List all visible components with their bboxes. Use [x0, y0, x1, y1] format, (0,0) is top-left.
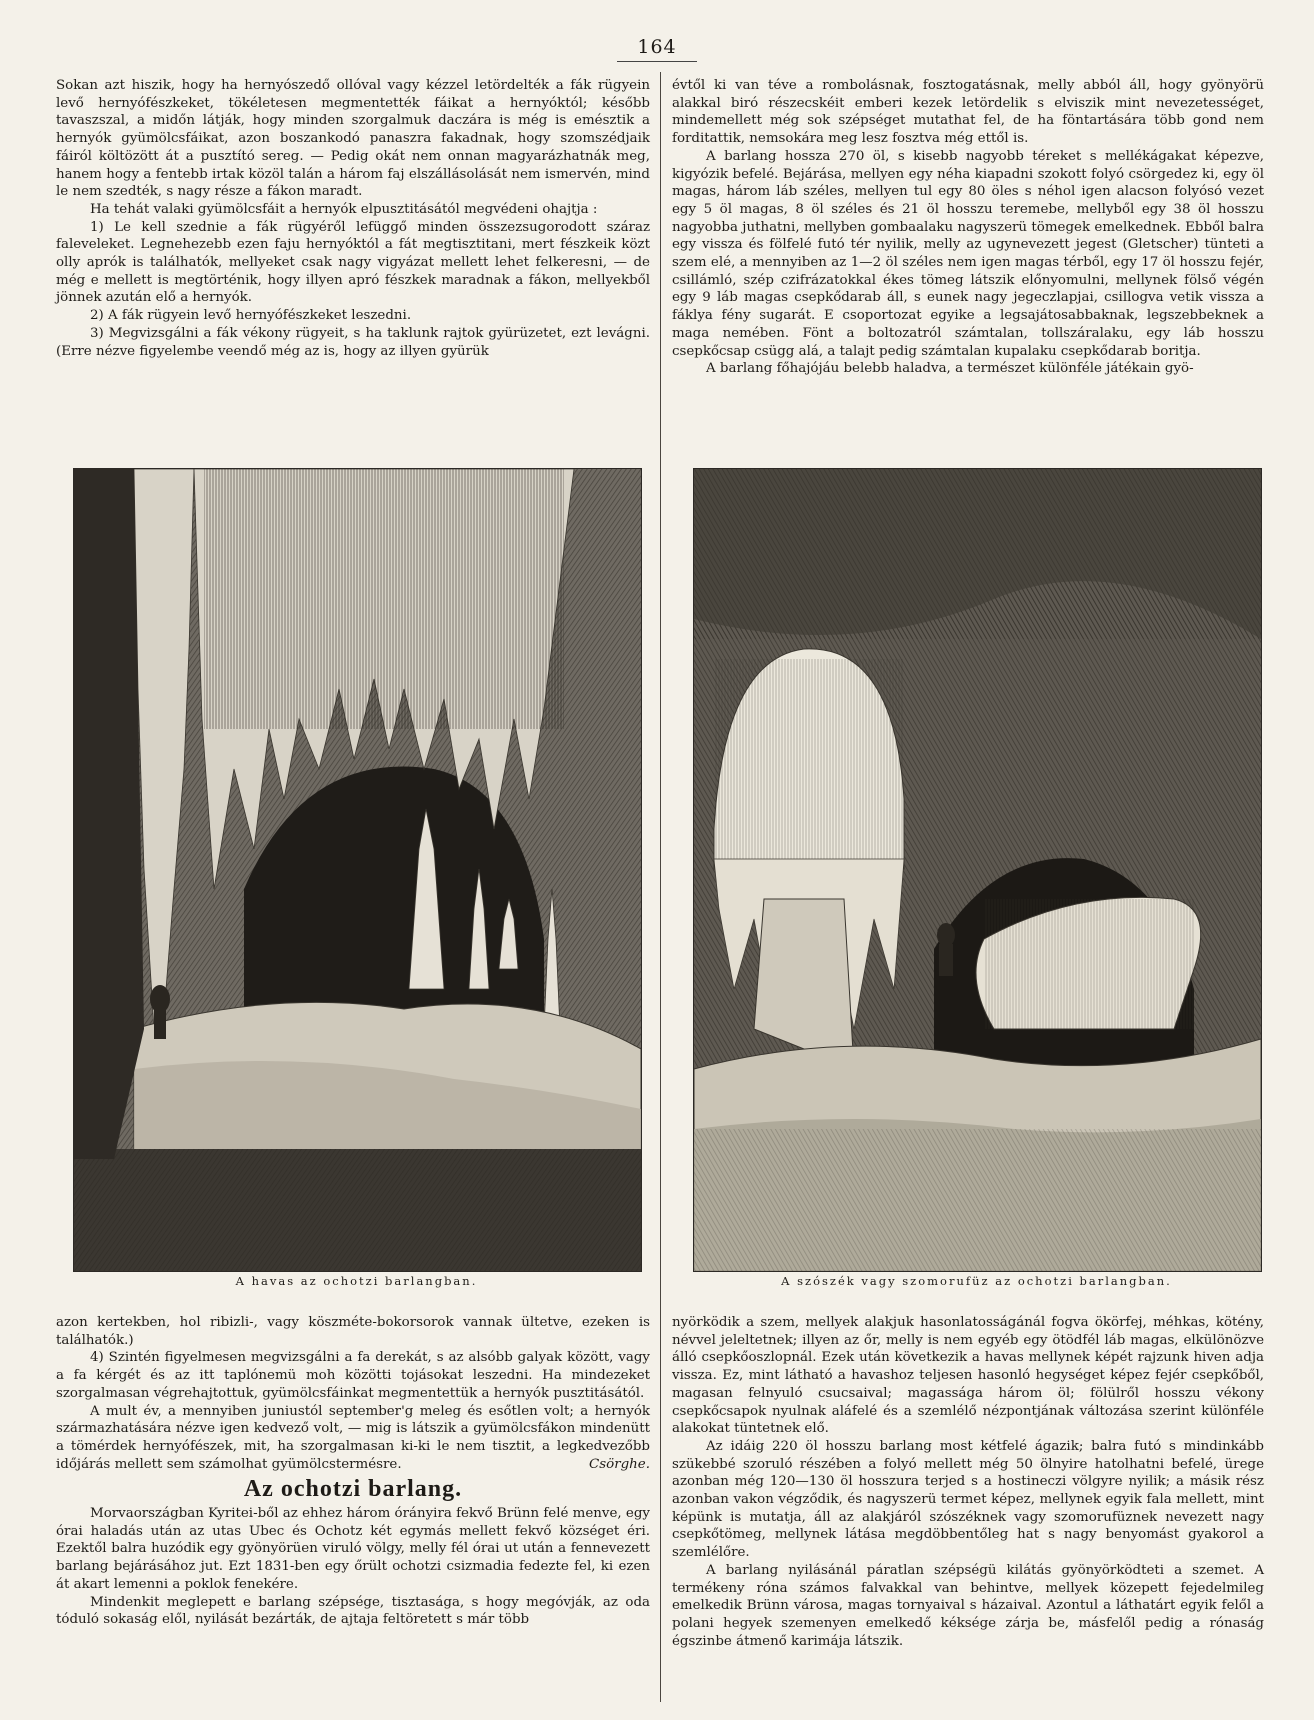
article-text-top-left	[56, 77, 650, 360]
cave-illustration-szoszek	[694, 469, 1261, 1271]
column-divider	[660, 72, 661, 1702]
paragraph: Mindenkit meglepett e barlang szépsége, tisztasága, s hogy megóvják, az oda tóduló sokaság elől, nyilását bezárták, de ajtaja feltöretett s már több	[56, 1594, 650, 1628]
article-text-bottom-right	[672, 1314, 1264, 1650]
figure-caption-right: A szószék vagy szomorufüz az ochotzi barlangban.	[781, 1274, 1172, 1288]
cave-engraving-left	[73, 468, 642, 1272]
paragraph: Morvaországban Kyritei-ből az ehhez három órányira fekvő Brünn felé menve, egy órai haladás után az utas Ubec és Ochotz két egymás mellett fekvő községet éri. Ezektől balra huzódik egy gyönyörüen viruló völgy, melly fél órai ut után a fennevezett barlang bejárásához jut. Ezt 1831-ben egy őrült ochotzi csizmadia fedezte fel, ki ezen át akart lemenni a poklok fenekére.	[56, 1506, 650, 1592]
paragraph: A barlang nyilásánál páratlan szépségü kilátás gyönyörködteti a szemet. A termékeny róna számos falvakkal van behintve, mellyek közepett fejedelmileg emelkedik Brünn városa, magas tornyaival s házaival. Azontul a láthatárt egyik felől a polani hegyek szemenyen emelkedő kéksége zárja be, másfelől pedig a rónaság égszinbe átmenő karimája látszik.	[672, 1562, 1264, 1649]
paragraph-text: A mult év, a mennyiben juniustól september'g meleg és esőtlen volt; a hernyók származhatására nézve igen kedvező volt, — mig is látszik a gyümölcsfákon mindenütt a tömérdek hernyófészek, mit, ha szorgalmasan ki-ki le nem tisztit, a legkedvezőbb időjárás mellett sem számolhat gyümölcstermésre.	[56, 1403, 650, 1472]
paragraph: azon kertekben, hol ribizli-, vagy köszméte-bokorsorok vannak ültetve, ezeken is találhatók.)	[56, 1315, 650, 1348]
paragraph: 3) Megvizsgálni a fák vékony rügyeit, s ha taklunk rajtok gyürüzetet, ezt levágni. (Erre nézve figyelembe veendő még az is, hogy az illyen gyürük	[56, 325, 650, 359]
article-title: Az ochotzi barlang.	[243, 1476, 463, 1503]
page-number-rule	[617, 61, 697, 62]
paragraph: 2) A fák rügyein levő hernyófészkeket leszedni.	[90, 308, 412, 324]
cave-illustration-havas	[74, 469, 641, 1271]
author-signature: Csörghe.	[589, 1456, 650, 1472]
paragraph: A barlang hossza 270 öl, s kisebb nagyobb téreket s mellékágakat képezve, kigyózik befelé. Bejárása, mellyen egy néha kiapadni szokott folyó csörgedez ki, egy öl magas, három láb széles, mellyen tul egy 80 öles s néhol igen alacson folyósó vezet egy 5 öl magas, 8 öl széles és 21 öl hosszu teremebe, mellyből egy 38 öl hosszu nagyobba juthatni, mellyben gombaalaku nagyszerü tömegek emelkednek. Ebből balra egy vissza és fölfelé futó tér nyilik, melly az ugynevezett jegest (Gletscher) tünteti a szem elé, a mennyiben az 1—2 öl széles nem igen magas térből, egy 17 öl hosszu fejér, csillámló, szép czifrázatokkal ékes tömeg látszik előnyomulni, mellynek fölső végén egy 9 láb magas csepkődarab áll, s eunek nagy jegeczlapjai, csillogva vetik vissza a fáklya fény sugarát. E csoportozat egyike a legsajátosabbaknak, legszebbeknek a maga nemében. Fönt a boltozatról számtalan, tollszáralaku, egy láb hosszu csepkőcsap csügg alá, a talajt pedig számtalan kupalaku csepkődarab boritja.	[672, 148, 1264, 359]
paragraph: Az idáig 220 öl hosszu barlang most kétfelé ágazik; balra futó s mindinkább szükebbé szoruló részében a folyó mellett még 50 ölnyire hatolhatni befelé, ürege azonban még 120—130 öl hosszura terjed s a hostineczi völgyre nyilik; a másik rész azonban vakon végződik, és nagyszerü termet képez, mellynek egyik fala mellett, mint képünk is mutatja, áll az alakjáról szószéknek vagy szomorufüznek nevezett nagy csepkőtömeg, mellynek látása megdöbbentőleg hat s nagy benyomást gyakorol a szemlélőre.	[672, 1438, 1264, 1561]
paragraph: 1) Le kell szednie a fák rügyéről lefüggő minden összezsugorodott száraz faleveleket. Legnehezebb ezen faju hernyóktól a fát megtisztitani, mert fészkeik közt olly aprók is találhatók, mellyeket csak nagy vigyázat mellett lehet felkeresni, — de még e mellett is megtörténik, hogy illyen apró fészkek maradnak a fákon, mellyekből jönnek azután elő a hernyók.	[56, 219, 650, 306]
paragraph: 4) Szintén figyelmesen megvizsgálni a fa derekát, s az alsóbb galyak között, vagy a fa kérgét és az itt taplónemü moh közötti tojásokat leszedni. Ha mindezeket szorgalmasan végrehajtottuk, gyümölcsfáinkat megmentettük a hernyók pusztitásától.	[56, 1350, 650, 1401]
paragraph: nyörködik a szem, mellyek alakjuk hasonlatosságánál fogva ökörfej, méhkas, kötény, névvel jeleltetnek; illyen az őr, melly is nem egyéb egy ötödfél láb magas, elkülönözve álló csepkőoszlopnál. Ezek után következik a havas mellynek képét rajzunk hiven adja vissza. Ez, mint látható a havashoz teljesen hasonló hegységet képez fejér csepkőből, magasan felnyuló csucsaival; magassága három öl; fölülről hosszu vékony csepkőcsapok nyulnak aláfelé és a szemlélő nézpontjának változása szerint különféle alakokat tüntetnek elő.	[672, 1315, 1264, 1437]
page-number: 164	[637, 36, 677, 58]
article-text-bottom-left	[56, 1314, 650, 1629]
paragraph: Ha tehát valaki gyümölcsfáit a hernyók elpusztitásától megvédeni ohajtja :	[90, 201, 598, 217]
paragraph	[56, 1403, 650, 1474]
paragraph: A barlang főhajójáu belebb haladva, a természet különféle játékain gyö-	[706, 361, 1194, 377]
paragraph: Sokan azt hiszik, hogy ha hernyószedő ollóval vagy kézzel letördelték a fák rügyein levő hernyófészkeket, tökéletesen megmentették fáikat a hernyóktól; később tavaszszal, a midőn látják, hogy minden szorgalmuk daczára is még is emésztik a hernyók gyümölcsfáikat, azon boszankodó panaszra fakadnak, hogy szomszédjaik fáiról költözött át a pusztító sereg. — Pedig okát nem onnan magyarázhatnák meg, hanem hogy a fentebb irtak közöl talán a három faj elszállásolását nem ismervén, mind le nem szedték, s nagy része a fákon maradt.	[56, 78, 650, 200]
article-text-top-right	[672, 77, 1264, 378]
figure-caption-left: A havas az ochotzi barlangban.	[235, 1274, 478, 1288]
paragraph: évtől ki van téve a rombolásnak, fosztogatásnak, melly abból áll, hogy gyönyörü alakkal biró részecskéit emberi kezek letördelik s elviszik mint nevezetességet, mindemellett még sok szépséget mutathat fel, de ha föntartására több gond nem forditattik, nemsokára meg lesz fosztva még ettől is.	[672, 78, 1264, 147]
cave-engraving-right	[693, 468, 1262, 1272]
